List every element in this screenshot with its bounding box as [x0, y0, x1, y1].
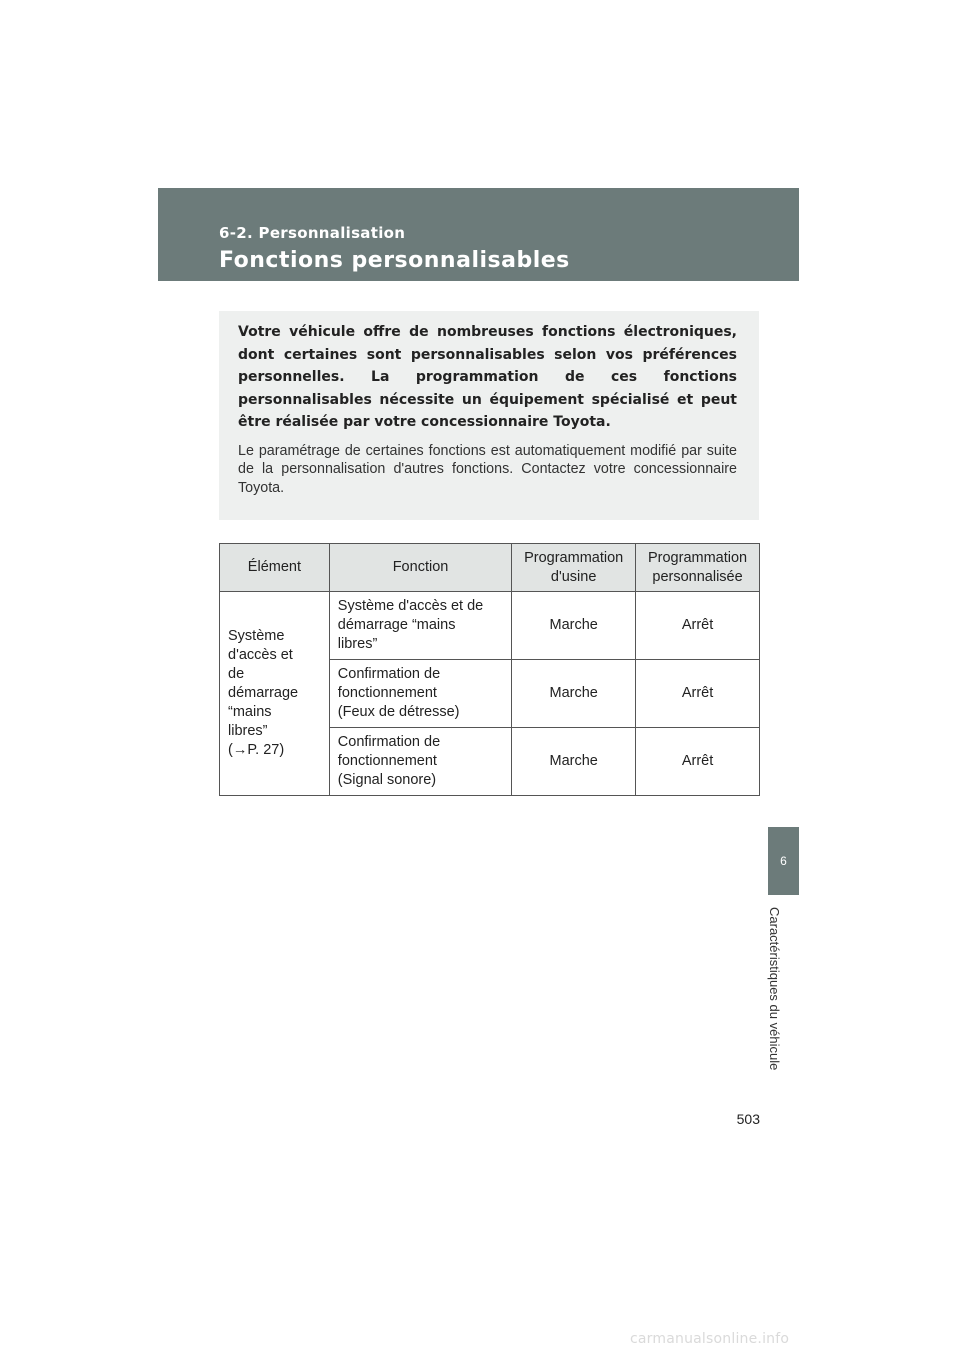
item-line: d'accès et	[228, 647, 293, 663]
header-factory-setting: Programmation d'usine	[512, 544, 636, 592]
factory-value: Marche	[512, 728, 636, 796]
header-custom-setting: Programmation personnalisée	[636, 544, 760, 592]
header-function: Fonction	[329, 544, 511, 592]
custom-value: Arrêt	[636, 728, 760, 796]
function-cell	[329, 660, 511, 728]
function-line: (Feux de détresse)	[337, 704, 460, 720]
table-header-row	[220, 544, 760, 592]
chapter-number: 6	[780, 854, 787, 868]
function-line: Confirmation de	[337, 734, 441, 750]
function-line: libres”	[337, 636, 378, 652]
item-line: libres”	[228, 723, 268, 739]
chapter-title-vertical: Caractéristiques du véhicule	[767, 907, 782, 1071]
item-line: Système	[228, 628, 285, 644]
factory-value: Marche	[512, 660, 636, 728]
header-element: Élément	[220, 544, 330, 592]
customization-table	[219, 543, 760, 796]
function-line: (Signal sonore)	[337, 772, 437, 788]
function-line: fonctionnement	[337, 685, 437, 701]
intro-box	[219, 311, 759, 520]
item-line: “mains	[228, 704, 272, 720]
custom-value: Arrêt	[636, 592, 760, 660]
table-row	[220, 592, 760, 660]
function-line: Confirmation de	[337, 666, 441, 682]
function-cell	[329, 592, 511, 660]
function-line: Système d'accès et de	[337, 598, 484, 614]
section-header	[158, 188, 799, 281]
item-line: démarrage	[228, 685, 299, 701]
page-title: Fonctions personnalisables	[219, 248, 570, 273]
factory-value: Marche	[512, 592, 636, 660]
intro-note-paragraph: Le paramétrage de certaines fonctions est automatiquement modifié par suite de la personnalisation d'autres fonctions. Contactez votre concessionnaire Toyota.	[238, 442, 737, 496]
intro-bold-paragraph: Votre véhicule offre de nombreuses fonctions électroniques, dont certaines sont personnalisables selon vos préférences personnelles. La programmation de ces fonctions personnalisables nécessite un équipement spécialisé et peut être réalisée par votre concessionnaire Toyota.	[238, 324, 737, 431]
item-cell	[220, 592, 330, 796]
item-line: de	[228, 666, 245, 682]
page-number: 503	[736, 1111, 760, 1127]
function-cell	[329, 728, 511, 796]
section-label: 6-2. Personnalisation	[219, 224, 406, 242]
chapter-tab[interactable]	[768, 827, 799, 895]
function-line: fonctionnement	[337, 753, 437, 769]
custom-value: Arrêt	[636, 660, 760, 728]
page-reference: (→P. 27)	[228, 742, 285, 758]
function-line: démarrage “mains	[337, 617, 456, 633]
watermark: carmanualsonline.info	[630, 1331, 790, 1347]
